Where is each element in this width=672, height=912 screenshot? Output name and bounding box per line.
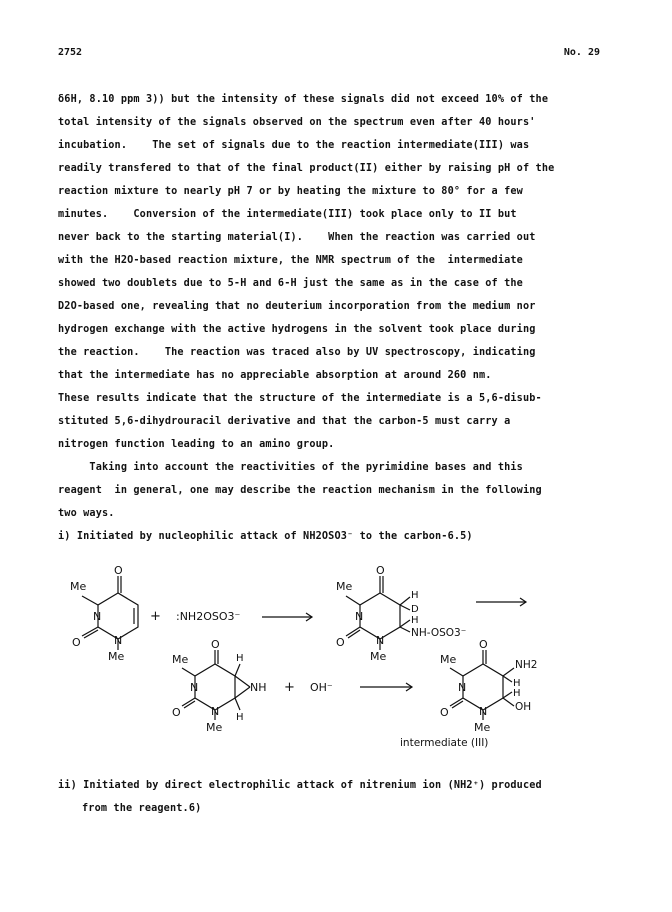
hydrogen-label: H — [411, 615, 419, 626]
molecule-aziridine — [172, 638, 267, 734]
text-line: nitrogen function leading to an amino group. — [58, 439, 335, 450]
molecule-dimethyluracil — [70, 564, 138, 663]
nitrogen-label: N — [114, 634, 123, 647]
reaction-scheme — [0, 560, 672, 760]
hydrogen-label: H — [513, 678, 521, 689]
text-line: stituted 5,6-dihydrouracil derivative and that the carbon-5 must carry a — [58, 416, 511, 427]
text-line: readily transfered to that of the final product(II) either by raising pH of the — [58, 163, 555, 174]
methyl-label: Me — [206, 721, 223, 734]
oxygen-label: O — [211, 638, 220, 651]
text-line: reaction mixture to nearly pH 7 or by heating the mixture to 80° for a few — [58, 186, 523, 197]
oxygen-label: O — [336, 636, 345, 649]
hydrogen-label: H — [236, 653, 244, 664]
hydrogen-label: H — [513, 688, 521, 699]
methyl-label: Me — [440, 653, 457, 666]
methyl-label: Me — [336, 580, 353, 593]
oxygen-label: O — [72, 636, 81, 649]
oxygen-label: O — [114, 564, 123, 577]
nitrogen-label: N — [211, 705, 220, 718]
hydroxide-label: OH⁻ — [310, 681, 333, 694]
page-number: 2752 — [58, 47, 83, 58]
text-line: minutes. Conversion of the intermediate(III) took place only to II but — [58, 209, 517, 220]
methyl-label: Me — [370, 650, 387, 663]
text-line: incubation. The set of signals due to the reaction intermediate(III) was — [58, 140, 530, 151]
hydroxyl-label: OH — [515, 701, 532, 713]
nitrogen-label: N — [458, 681, 467, 694]
plus-sign: + — [150, 609, 161, 624]
text-line: total intensity of the signals observed on the spectrum even after 40 hours' — [58, 117, 536, 128]
text-line: D2O-based one, revealing that no deuterium incorporation from the medium nor — [58, 301, 536, 312]
nitrogen-label: N — [479, 705, 488, 718]
text-line: showed two doublets due to 5-H and 6-H just the same as in the case of the — [58, 278, 523, 289]
oxygen-label: O — [172, 706, 181, 719]
oxygen-label: O — [440, 706, 449, 719]
molecule-intermediate — [440, 638, 537, 734]
case-ii-heading-continued: from the reagent.6) — [82, 803, 202, 814]
reagent-label: :NH2OSO3⁻ — [176, 610, 241, 623]
methyl-label: Me — [70, 580, 87, 593]
case-i-heading: i) Initiated by nucleophilic attack of NH2OSO3⁻ to the carbon-6.5) — [58, 531, 473, 542]
issue-number: No. 29 — [563, 47, 600, 58]
methyl-label: Me — [172, 653, 189, 666]
methyl-label: Me — [108, 650, 125, 663]
hydrogen-label: H — [236, 712, 244, 723]
molecule-adduct — [336, 564, 466, 663]
text-line: never back to the starting material(I). When the reaction was carried out — [58, 232, 536, 243]
deuterium-label: D — [411, 604, 419, 615]
text-line: Taking into account the reactivities of the pyrimidine bases and this — [58, 462, 523, 473]
text-line: two ways. — [58, 508, 115, 519]
nitrogen-label: N — [93, 610, 102, 623]
oxygen-label: O — [376, 564, 385, 577]
nitrogen-label: N — [355, 610, 364, 623]
text-line: that the intermediate has no appreciable absorption at around 260 nm. — [58, 370, 492, 381]
nitrogen-label: N — [190, 681, 199, 694]
aziridine-nh-label: NH — [250, 681, 267, 694]
plus-sign: + — [284, 680, 295, 695]
text-line: with the H2O-based reaction mixture, the NMR spectrum of the intermediate — [58, 255, 523, 266]
reaction-scheme-drawing — [0, 560, 672, 760]
amino-label: NH2 — [515, 659, 538, 671]
text-line: These results indicate that the structure of the intermediate is a 5,6-disub- — [58, 393, 542, 404]
case-ii-heading: ii) Initiated by direct electrophilic attack of nitrenium ion (NH2⁺) produced — [58, 780, 542, 791]
text-line: δ6H, 8.10 ppm 3)) but the intensity of these signals did not exceed 10% of the — [58, 94, 549, 105]
oxygen-label: O — [479, 638, 488, 651]
hydrogen-label: H — [411, 590, 419, 601]
methyl-label: Me — [474, 721, 491, 734]
nitrogen-label: N — [376, 634, 385, 647]
nh-oso3-label: NH-OSO3⁻ — [411, 627, 467, 639]
text-line: the reaction. The reaction was traced also by UV spectroscopy, indicating — [58, 347, 536, 358]
text-line: reagent in general, one may describe the reaction mechanism in the following — [58, 485, 542, 496]
text-line: hydrogen exchange with the active hydrogens in the solvent took place during — [58, 324, 536, 335]
intermediate-caption: intermediate (III) — [400, 737, 489, 749]
